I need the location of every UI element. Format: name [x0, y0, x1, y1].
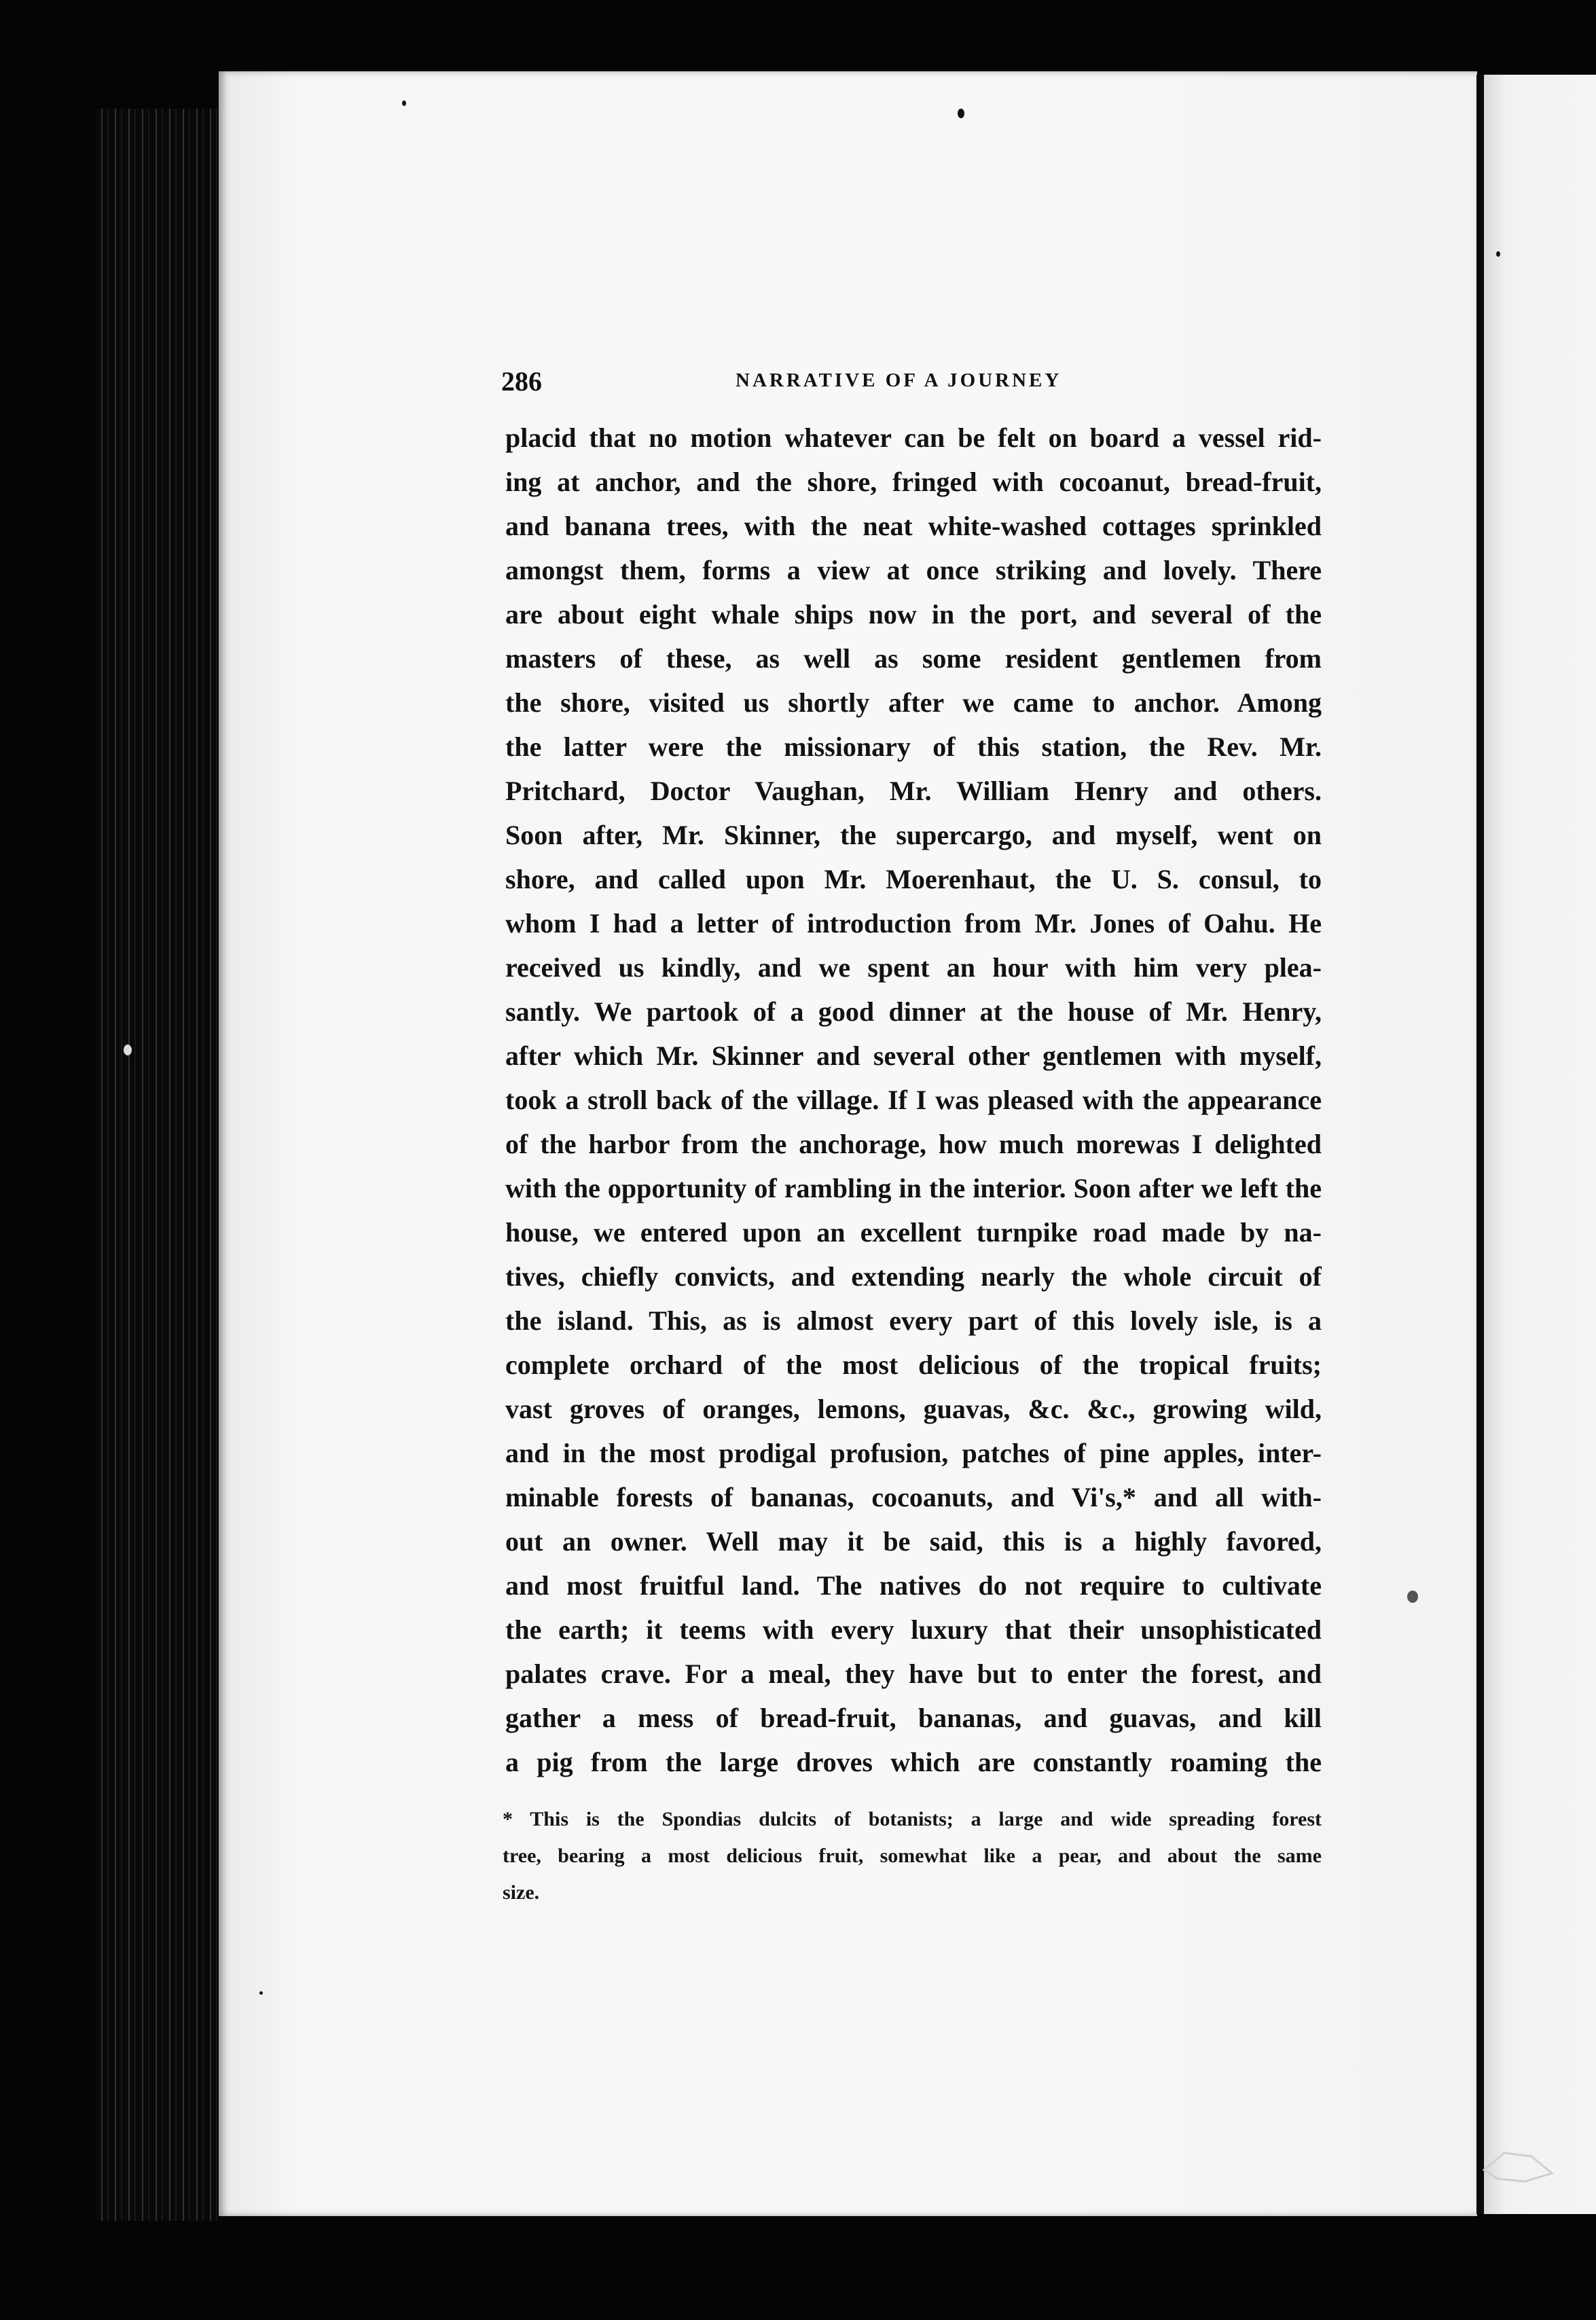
text-line: shore, and called upon Mr. Moerenhaut, the U. S. consul, to	[505, 864, 1322, 894]
footnote-line: tree, bearing a most delicious fruit, somewhat like a pear, and about the same	[503, 1845, 1322, 1867]
text-line: took a stroll back of the village. If I was pleased with the appearance	[505, 1085, 1322, 1115]
text-line: vast groves of oranges, lemons, guavas, &c. &c., growing wild,	[505, 1394, 1322, 1424]
text-line: whom I had a letter of introduction from Mr. Jones of Oahu. He	[505, 908, 1322, 939]
scan-speck	[402, 101, 406, 106]
text-line: palates crave. For a meal, they have but to enter the forest, and	[505, 1659, 1322, 1689]
scan-speck	[1496, 251, 1500, 257]
text-line: of the harbor from the anchorage, how much morewas I delighted	[505, 1129, 1322, 1159]
text-line: received us kindly, and we spent an hour with him very plea-	[505, 952, 1322, 983]
facing-page-edge	[1484, 75, 1596, 2214]
scan-speck	[1407, 1591, 1418, 1603]
footnote-line: size.	[503, 1881, 540, 1904]
text-line: gather a mess of bread-fruit, bananas, and guavas, and kill	[505, 1703, 1322, 1733]
text-line: complete orchard of the most delicious of the tropical fruits;	[505, 1349, 1322, 1380]
scan-speck	[958, 109, 964, 118]
page-number: 286	[501, 366, 542, 397]
text-line: tives, chiefly convicts, and extending nearly the whole circuit of	[505, 1261, 1322, 1292]
text-line: a pig from the large droves which are constantly roaming the	[505, 1747, 1322, 1777]
text-line: minable forests of bananas, cocoanuts, and Vi's,* and all with-	[505, 1482, 1322, 1512]
text-line: house, we entered upon an excellent turnpike road made by na-	[505, 1217, 1322, 1248]
binding-mark	[1477, 2139, 1559, 2187]
body-text	[505, 416, 1322, 1784]
page-gutter	[1476, 75, 1483, 2214]
text-line: the earth; it teems with every luxury that their unsophisticated	[505, 1614, 1322, 1645]
text-line: santly. We partook of a good dinner at the house of Mr. Henry,	[505, 996, 1322, 1027]
running-title: NARRATIVE OF A JOURNEY	[736, 369, 1062, 391]
text-line: amongst them, forms a view at once striking and lovely. There	[505, 555, 1322, 585]
text-line: and most fruitful land. The natives do not require to cultivate	[505, 1570, 1322, 1601]
text-line: placid that no motion whatever can be felt on board a vessel rid-	[505, 422, 1322, 453]
footnote-line: * This is the Spondias dulcits of botanists; a large and wide spreading forest	[503, 1808, 1322, 1830]
text-line: ing at anchor, and the shore, fringed with cocoanut, bread-fruit,	[505, 467, 1322, 497]
text-line: are about eight whale ships now in the port, and several of the	[505, 599, 1322, 630]
text-line: the shore, visited us shortly after we came to anchor. Among	[505, 687, 1322, 718]
text-line: and banana trees, with the neat white-washed cottages sprinkled	[505, 511, 1322, 541]
text-line: out an owner. Well may it be said, this is a highly favored,	[505, 1526, 1322, 1557]
book-page-edges	[95, 109, 217, 2221]
scan-speck	[259, 1991, 263, 1995]
scan-speck	[124, 1045, 132, 1055]
text-line: masters of these, as well as some resident gentlemen from	[505, 643, 1322, 674]
text-line: after which Mr. Skinner and several other gentlemen with myself,	[505, 1040, 1322, 1071]
text-line: the latter were the missionary of this station, the Rev. Mr.	[505, 731, 1322, 762]
text-line: Soon after, Mr. Skinner, the supercargo, and myself, went on	[505, 820, 1322, 850]
text-line: the island. This, as is almost every part of this lovely isle, is a	[505, 1305, 1322, 1336]
text-line: with the opportunity of rambling in the interior. Soon after we left the	[505, 1173, 1322, 1203]
footnote	[503, 1801, 1322, 1911]
text-line: Pritchard, Doctor Vaughan, Mr. William Henry and others.	[505, 776, 1322, 806]
text-line: and in the most prodigal profusion, patches of pine apples, inter-	[505, 1438, 1322, 1468]
running-head	[501, 365, 1391, 406]
